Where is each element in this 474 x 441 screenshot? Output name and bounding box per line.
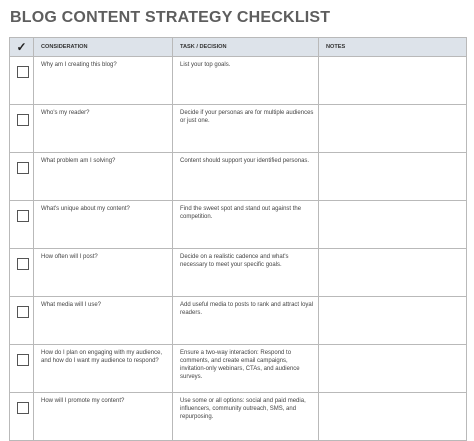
notes-cell[interactable] <box>319 345 467 393</box>
consideration-cell: What's unique about my content? <box>34 201 173 249</box>
task-column-header: TASK / DECISION <box>173 38 319 57</box>
consideration-cell: Who's my reader? <box>34 105 173 153</box>
row-checkbox[interactable] <box>17 402 29 414</box>
row-checkbox[interactable] <box>17 210 29 222</box>
row-checkbox[interactable] <box>17 66 29 78</box>
table-row <box>10 345 467 393</box>
header-row <box>10 38 467 57</box>
task-cell: Ensure a two-way interaction: Respond to comments, and create email campaigns, invitation-only webinars, CTAs, and audience surveys. <box>173 345 319 393</box>
row-checkbox[interactable] <box>17 162 29 174</box>
table-row <box>10 249 467 297</box>
notes-cell[interactable] <box>319 201 467 249</box>
table-row <box>10 105 467 153</box>
task-cell: Add useful media to posts to rank and attract loyal readers. <box>173 297 319 345</box>
task-cell: Decide on a realistic cadence and what's necessary to meet your specific goals. <box>173 249 319 297</box>
table-row <box>10 393 467 441</box>
consideration-cell: Why am I creating this blog? <box>34 57 173 105</box>
task-cell: Decide if your personas are for multiple audiences or just one. <box>173 105 319 153</box>
notes-cell[interactable] <box>319 105 467 153</box>
notes-cell[interactable] <box>319 297 467 345</box>
task-cell: Find the sweet spot and stand out against the competition. <box>173 201 319 249</box>
notes-cell[interactable] <box>319 57 467 105</box>
consideration-cell: How do I plan on engaging with my audience, and how do I want my audience to respond? <box>34 345 173 393</box>
consideration-column-header: CONSIDERATION <box>34 38 173 57</box>
row-checkbox[interactable] <box>17 114 29 126</box>
row-checkbox[interactable] <box>17 258 29 270</box>
notes-cell[interactable] <box>319 249 467 297</box>
checklist-table <box>9 37 467 441</box>
check-column-header: ✓ <box>10 38 34 57</box>
table-row <box>10 57 467 105</box>
consideration-cell: What media will I use? <box>34 297 173 345</box>
table-row <box>10 201 467 249</box>
notes-column-header: NOTES <box>319 38 467 57</box>
row-checkbox[interactable] <box>17 306 29 318</box>
notes-cell[interactable] <box>319 153 467 201</box>
task-cell: Use some or all options: social and paid media, influencers, community outreach, SMS, and repurposing. <box>173 393 319 441</box>
page-title: BLOG CONTENT STRATEGY CHECKLIST <box>10 9 331 26</box>
table-row <box>10 297 467 345</box>
table-row <box>10 153 467 201</box>
consideration-cell: What problem am I solving? <box>34 153 173 201</box>
row-checkbox[interactable] <box>17 354 29 366</box>
notes-cell[interactable] <box>319 393 467 441</box>
consideration-cell: How often will I post? <box>34 249 173 297</box>
task-cell: Content should support your identified personas. <box>173 153 319 201</box>
consideration-cell: How will I promote my content? <box>34 393 173 441</box>
task-cell: List your top goals. <box>173 57 319 105</box>
